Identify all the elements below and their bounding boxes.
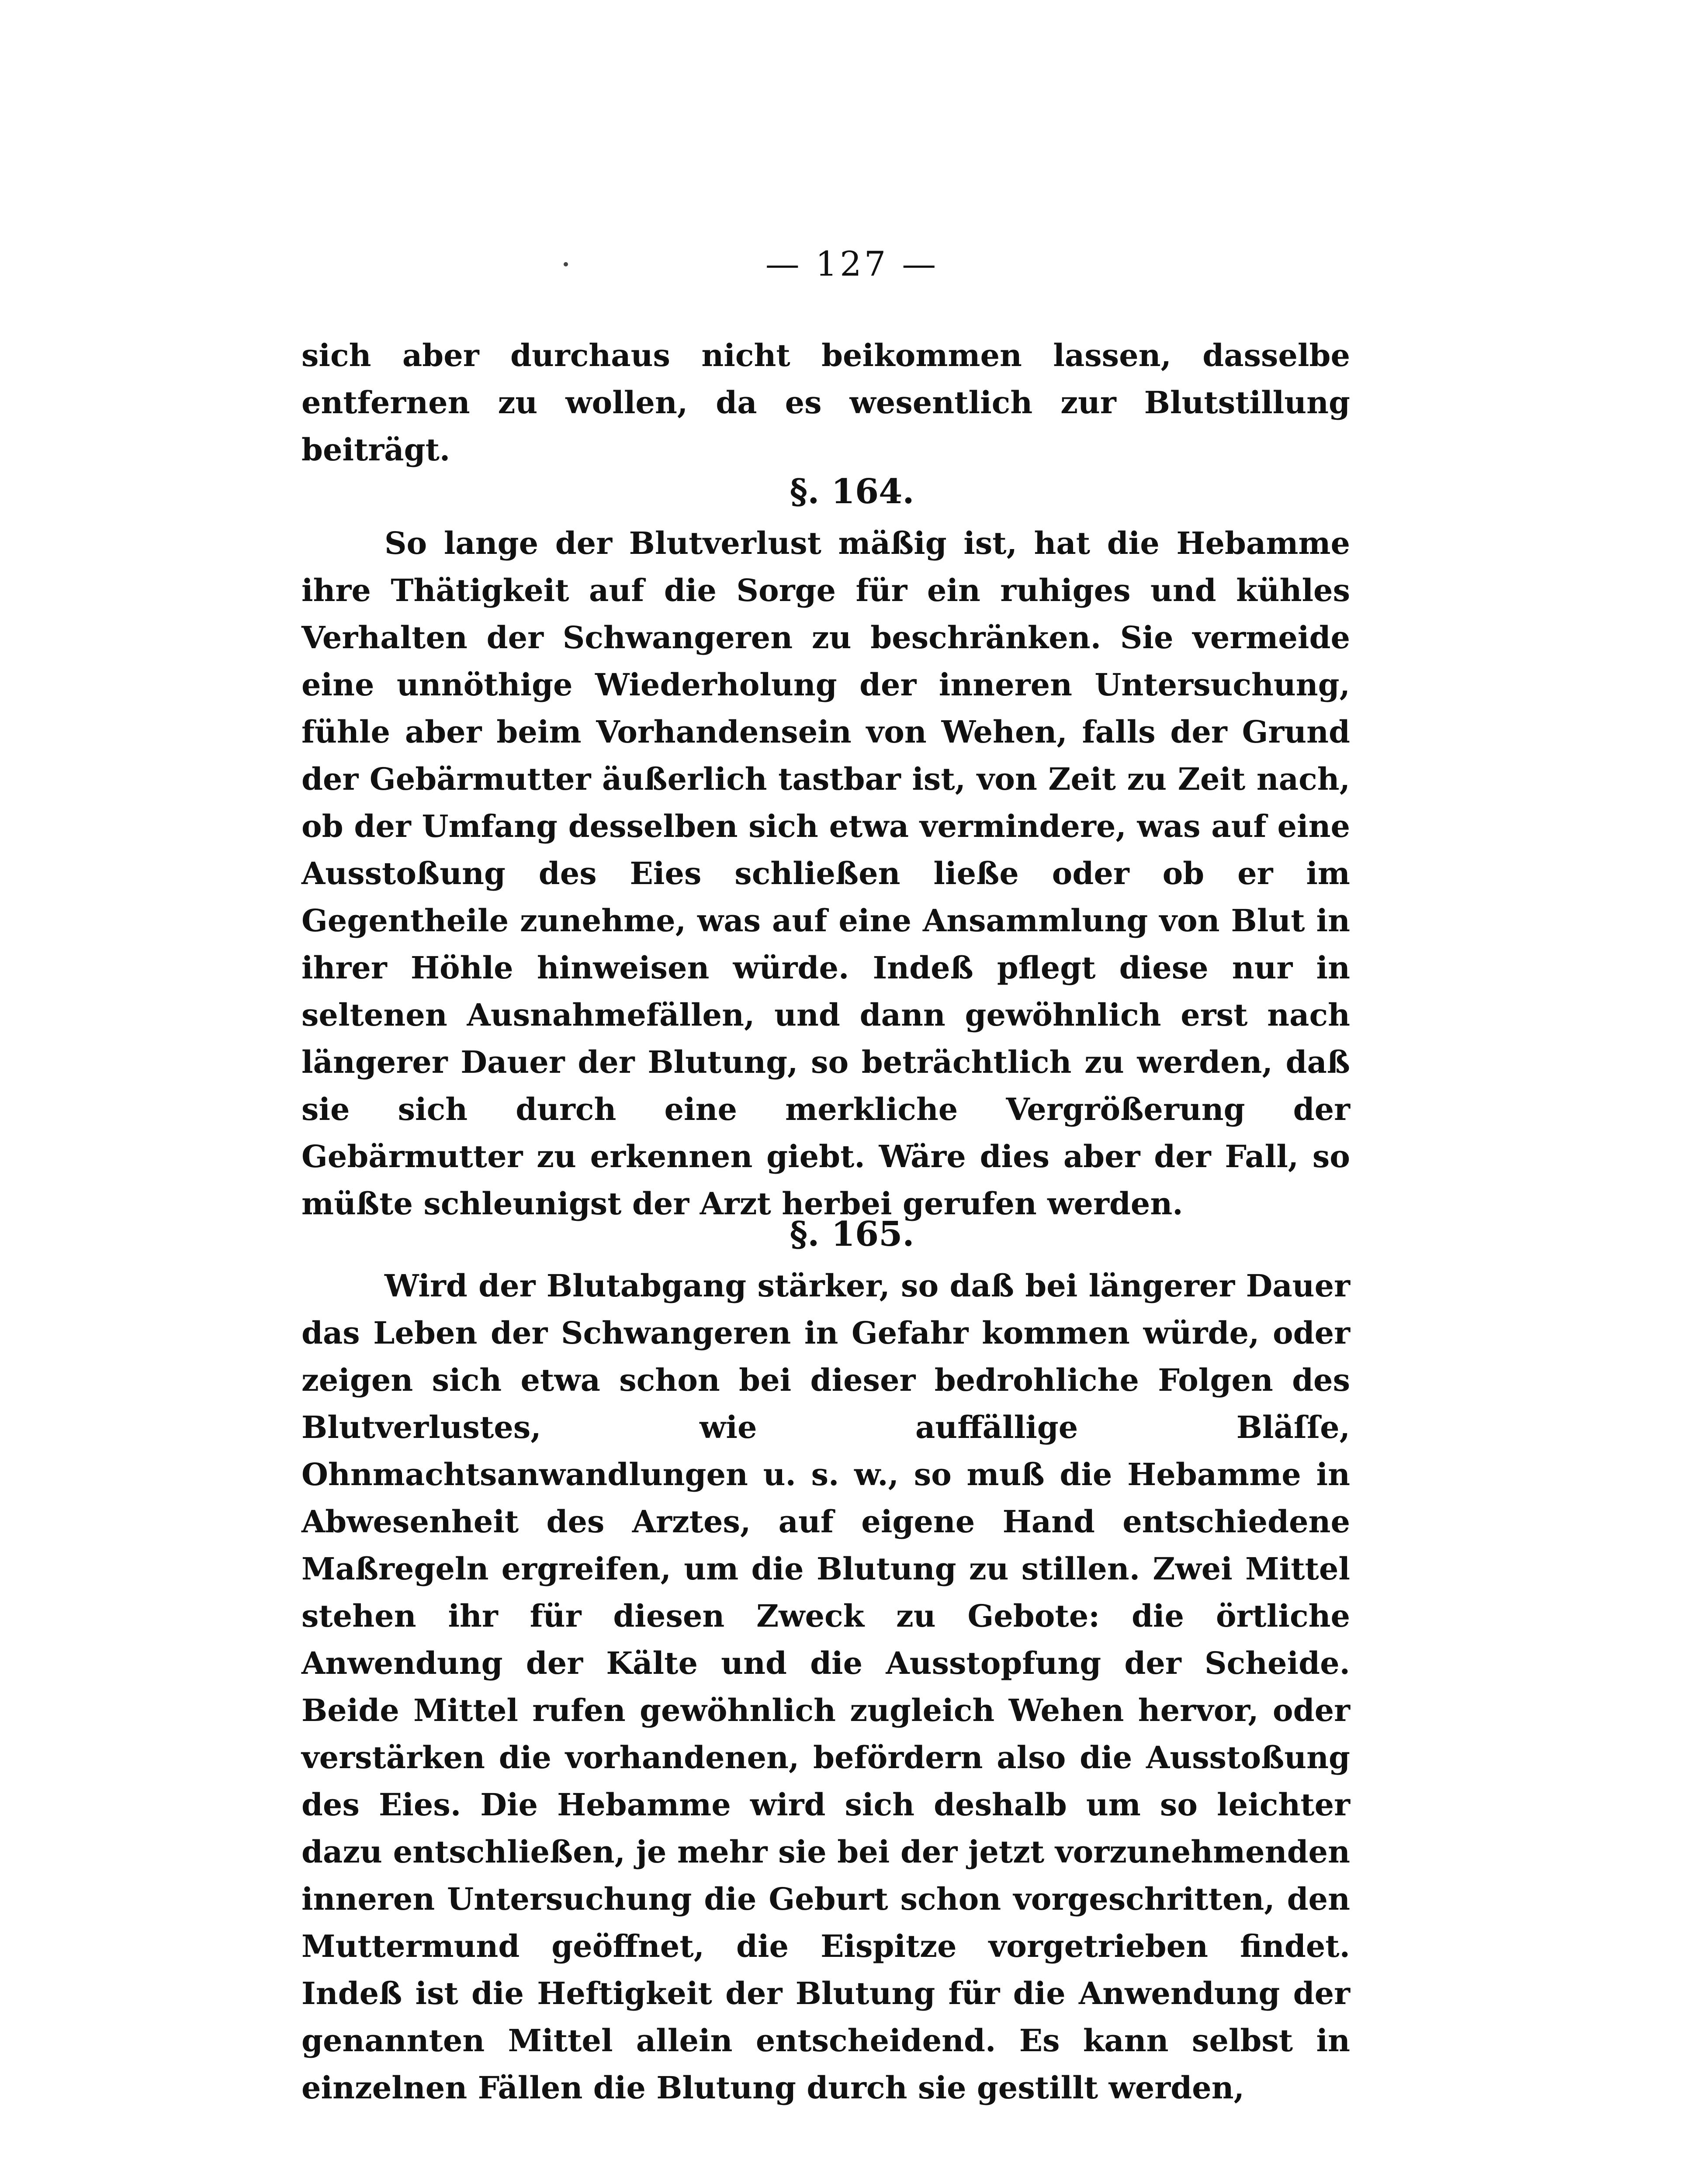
continuation-paragraph: sich aber durchaus nicht beikommen lassen, dasselbe entfernen zu wollen, da es wesentlich zur Blutstillung beiträgt. [301,337,1350,468]
section-164-paragraph: So lange der Blutverlust mäßig ist, hat die Hebamme ihre Thätigkeit auf die Sorge für ein ruhiges und kühles Verhalten der Schwangeren zu beschränken. Sie vermeide eine unnöthige Wiederholung der inneren Untersuchung, fühle aber beim Vorhandensein von Wehen, falls der Grund der Gebärmutter äußerlich tastbar ist, von Zeit zu Zeit nach, ob der Umfang desselben sich etwa vermindere, was auf eine Ausstoßung des Eies schließen ließe oder ob er im Gegentheile zunehme, was auf eine Ansammlung von Blut in ihrer Höhle hinweisen würde. Indeß pflegt diese nur in seltenen Ausnahmefällen, und dann gewöhnlich erst nach längerer Dauer der Blutung, so beträchtlich zu werden, daß sie sich durch eine merkliche Vergrößerung der Gebärmutter zu erkennen giebt. Wäre dies aber der Fall, so müßte schleunigst der Arzt herbei gerufen werden. [301,525,1350,1222]
section-heading-165: §. 165. [790,1214,914,1254]
section-heading-164: §. 164. [790,472,914,511]
continuation-paragraph-block [301,332,1350,473]
page-number: — 127 — [765,245,939,284]
section-165-body [301,1262,1350,2111]
section-164-body [301,520,1350,1227]
section-165-paragraph: Wird der Blutabgang stärker, so daß bei längerer Dauer das Leben der Schwangeren in Gefahr kommen würde, oder zeigen sich etwa schon bei dieser bedrohliche Folgen des Blutverlustes, wie auffällige Bläſſe, Ohnmachtsanwandlungen u. s. w., so muß die Hebamme in Abwesenheit des Arztes, auf eigene Hand entschiedene Maßregeln ergreifen, um die Blutung zu stillen. Zwei Mittel stehen ihr für diesen Zweck zu Gebote: die örtliche Anwendung der Kälte und die Ausstopfung der Scheide. Beide Mittel rufen gewöhnlich zugleich Wehen hervor, oder verstärken die vorhandenen, befördern also die Ausstoßung des Eies. Die Hebamme wird sich deshalb um so leichter dazu entschließen, je mehr sie bei der jetzt vorzunehmenden inneren Untersuchung die Geburt schon vorgeschritten, den Muttermund geöffnet, die Eispitze vorgetrieben findet. Indeß ist die Heftigkeit der Blutung für die Anwendung der genannten Mittel allein entscheidend. Es kann selbst in einzelnen Fällen die Blutung durch sie gestillt werden, [301,1268,1350,2106]
